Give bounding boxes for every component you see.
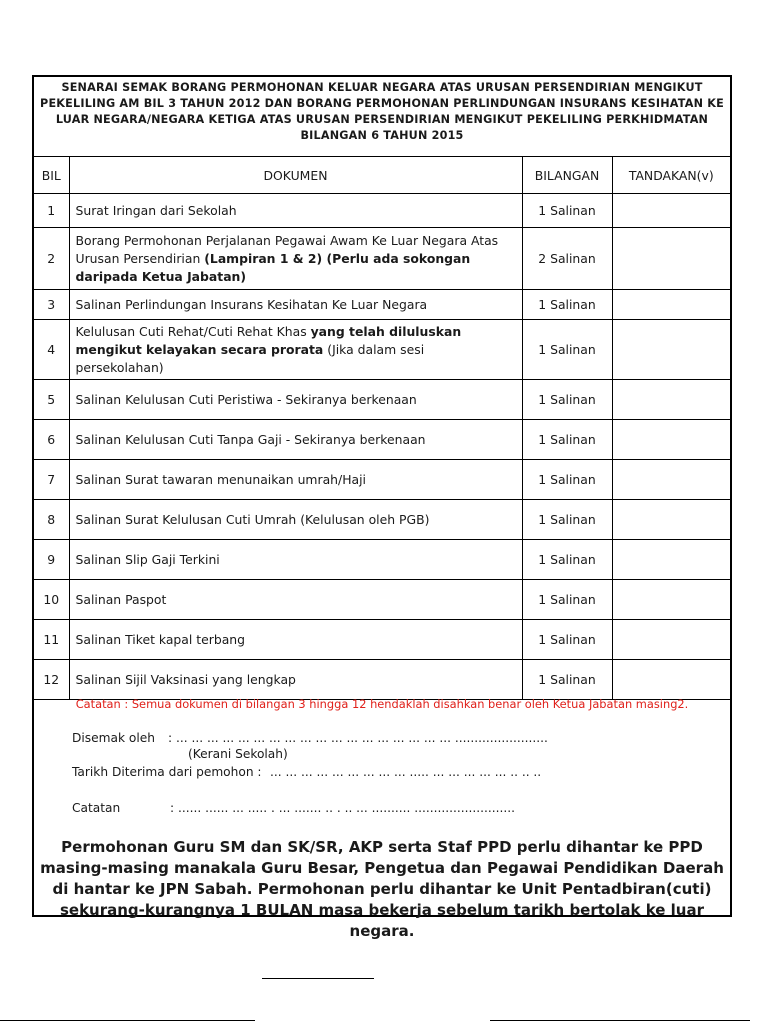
document-checklist-table <box>34 157 730 700</box>
document-text: Salinan Sijil Vaksinasi yang lengkap <box>75 671 296 687</box>
divider-line <box>262 978 374 979</box>
checklist-row <box>34 420 730 460</box>
document-name <box>69 620 522 660</box>
tick-box[interactable] <box>612 460 730 500</box>
document-text: Surat Iringan dari Sekolah <box>75 202 237 218</box>
tick-box[interactable] <box>612 620 730 660</box>
copy-count: 1 Salinan <box>522 580 612 620</box>
document-name <box>69 580 522 620</box>
signature-line-left <box>0 1020 255 1021</box>
document-name <box>69 420 522 460</box>
document-text: Salinan Surat Kelulusan Cuti Umrah (Kelulusan oleh PGB) <box>75 511 430 527</box>
copy-count: 1 Salinan <box>522 420 612 460</box>
tick-box[interactable] <box>612 228 730 290</box>
row-number: 3 <box>34 290 69 320</box>
document-text: Salinan Tiket kapal terbang <box>75 631 246 647</box>
document-name <box>69 380 522 420</box>
tick-box[interactable] <box>612 540 730 580</box>
disemak-signature-line: : ... ... ... ... ... ... ... ... ... ... ... ... ... ... ... ... ... ... ........................ <box>168 731 548 745</box>
tick-box[interactable] <box>612 500 730 540</box>
header-bilangan: BILANGAN <box>522 157 612 194</box>
tick-box[interactable] <box>612 320 730 380</box>
submission-instructions: Permohonan Guru SM dan SK/SR, AKP serta Staf PPD perlu dihantar ke PPD masing-masing manakala Guru Besar, Pengetua dan Pegawai Pendidikan Daerah di hantar ke JPN Sabah. Permohonan perlu dihantar ke Unit Pentadbiran(cuti) sekurang-kurangnya 1 BULAN masa bekerja sebelum tarikh bertolak ke luar negara. <box>40 838 724 940</box>
document-suffix: (Jika dalam sesi persekolahan) <box>75 341 425 375</box>
row-number: 4 <box>34 320 69 380</box>
document-name <box>69 660 522 700</box>
header-tandakan: TANDAKAN(v) <box>612 157 730 194</box>
document-text: Salinan Slip Gaji Terkini <box>75 551 220 567</box>
disemak-label: Disemak oleh <box>72 731 155 745</box>
row-number: 1 <box>34 194 69 228</box>
copy-count: 1 Salinan <box>522 380 612 420</box>
checklist-row <box>34 620 730 660</box>
document-text: Kelulusan Cuti Rehat/Cuti Rehat Khas <box>75 323 311 339</box>
document-name <box>69 460 522 500</box>
checklist-row <box>34 580 730 620</box>
header-dokumen: DOKUMEN <box>69 157 522 194</box>
header-bil: BIL <box>34 157 69 194</box>
row-number: 8 <box>34 500 69 540</box>
checklist-row <box>34 540 730 580</box>
tick-box[interactable] <box>612 290 730 320</box>
tick-box[interactable] <box>612 194 730 228</box>
tarikh-label: Tarikh Diterima dari pemohon : <box>72 765 262 779</box>
document-text: Salinan Paspot <box>75 591 167 607</box>
copy-count: 1 Salinan <box>522 290 612 320</box>
document-name <box>69 194 522 228</box>
catatan-label: Catatan <box>72 801 121 815</box>
checklist-row <box>34 228 730 290</box>
tick-box[interactable] <box>612 580 730 620</box>
row-number: 5 <box>34 380 69 420</box>
catatan-line: : ...... ...... ... ..... . ... ....... .. . .. ... .......... .......................... <box>170 801 516 815</box>
tarikh-date-line: ... ... ... ... ... ... ... ... ... ..... ... ... ... ... ... .. .. .. <box>270 765 542 779</box>
row-number: 11 <box>34 620 69 660</box>
document-text: Salinan Kelulusan Cuti Peristiwa - Sekiranya berkenaan <box>75 391 417 407</box>
copy-count: 2 Salinan <box>522 228 612 290</box>
checklist-row <box>34 380 730 420</box>
tick-box[interactable] <box>612 660 730 700</box>
tick-box[interactable] <box>612 420 730 460</box>
copy-count: 1 Salinan <box>522 620 612 660</box>
document-text: Salinan Surat tawaran menunaikan umrah/Haji <box>75 471 367 487</box>
row-number: 12 <box>34 660 69 700</box>
checklist-row <box>34 500 730 540</box>
document-name <box>69 290 522 320</box>
document-name <box>69 320 522 380</box>
document-emphasis: (Lampiran 1 & 2) (Perlu ada sokongan daripada Ketua Jabatan) <box>75 250 471 284</box>
signature-line-right <box>490 1020 750 1021</box>
checklist-row <box>34 660 730 700</box>
row-number: 7 <box>34 460 69 500</box>
document-text: Borang Permohonan Perjalanan Pegawai Awam Ke Luar Negara Atas Urusan Persendirian <box>75 232 499 266</box>
copy-count: 1 Salinan <box>522 460 612 500</box>
kerani-label: (Kerani Sekolah) <box>188 747 288 761</box>
document-name <box>69 540 522 580</box>
document-text: Salinan Kelulusan Cuti Tanpa Gaji - Sekiranya berkenaan <box>75 431 426 447</box>
checklist-row <box>34 290 730 320</box>
document-emphasis: yang telah diluluskan mengikut kelayakan secara prorata <box>75 323 462 357</box>
row-number: 10 <box>34 580 69 620</box>
copy-count: 1 Salinan <box>522 194 612 228</box>
copy-count: 1 Salinan <box>522 660 612 700</box>
document-name <box>69 228 522 290</box>
form-title: SENARAI SEMAK BORANG PERMOHONAN KELUAR NEGARA ATAS URUSAN PERSENDIRIAN MENGIKUT PEKELILING AM BIL 3 TAHUN 2012 DAN BORANG PERMOHONAN PERLINDUNGAN INSURANS KESIHATAN KE LUAR NEGARA/NEGARA KETIGA ATAS URUSAN PERSENDIRIAN MENGIKUT PEKELILING PERKHIDMATAN BILANGAN 6 TAHUN 2015 <box>34 77 730 157</box>
checklist-row <box>34 460 730 500</box>
copy-count: 1 Salinan <box>522 540 612 580</box>
row-number: 9 <box>34 540 69 580</box>
copy-count: 1 Salinan <box>522 320 612 380</box>
row-number: 6 <box>34 420 69 460</box>
copy-count: 1 Salinan <box>522 500 612 540</box>
row-number: 2 <box>34 228 69 290</box>
table-header-row <box>34 157 730 194</box>
note-text: Catatan : Semua dokumen di bilangan 3 hingga 12 hendaklah disahkan benar oleh Ketua Jabatan masing2. <box>75 697 689 711</box>
checklist-row <box>34 194 730 228</box>
document-text: Salinan Perlindungan Insurans Kesihatan Ke Luar Negara <box>75 296 428 312</box>
tick-box[interactable] <box>612 380 730 420</box>
checklist-row <box>34 320 730 380</box>
document-name <box>69 500 522 540</box>
checklist-form <box>32 75 732 940</box>
